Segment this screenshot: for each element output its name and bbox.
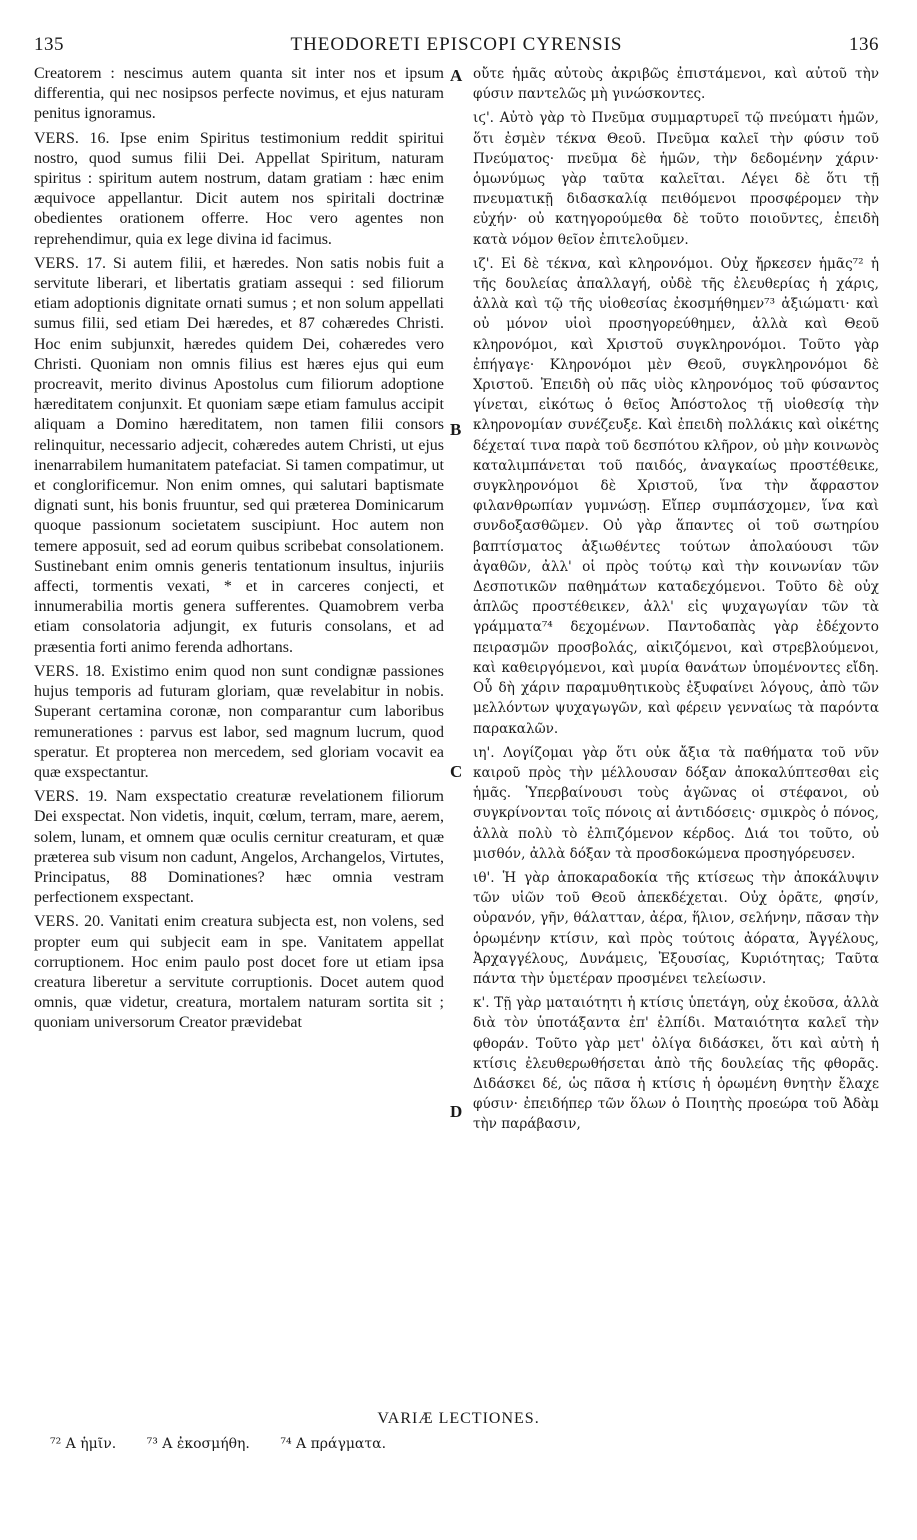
running-title: THEODORETI EPISCOPI CYRENSIS xyxy=(290,34,623,55)
footnotes xyxy=(50,1436,870,1452)
greek-paragraph: ιθ'. Ἡ γὰρ ἀποκαραδοκία τῆς κτίσεως τὴν ἀποκάλυψιν τῶν υἱῶν τοῦ Θεοῦ ἀπεκδέχεται. Οὐχ ὁρᾶτε, φησίν, οὐρανόν, γῆν, θάλατταν, ἀέρα, ἥλιον, σελήνην, πᾶσαν τὴν ὁρωμένην κτίσιν, καὶ πρὸς τούτοις ἀόρατα, Ἀγγέλους, Ἀρχαγγέλους, Δυνάμεις, Ἐξουσίας, Κυριότητας; Ταῦτα πάντα τὴν ὑμετέραν προσμένει τελείωσιν. xyxy=(473,869,879,987)
page-number-right: 136 xyxy=(849,34,879,55)
greek-paragraph: ιϛ'. Αὐτὸ γὰρ τὸ Πνεῦμα συμμαρτυρεῖ τῷ πνεύματι ἡμῶν, ὅτι ἐσμὲν τέκνα Θεοῦ. Πνεῦμα καλεῖ τὴν φύσιν τοῦ Πνεύματος· πνεῦμα δὲ ἡμῶν, τὴν δεδομένην χάριν· ὁμωνύμως γὰρ ταῦτα καλεῖται. Λέγει δὲ ὅτι τῇ πνευματικῇ διδασκαλίᾳ πειθόμενοι προσφέρομεν τὴν εὐχήν· οὐ κατηγορούμεθα δὲ τοῦτο ποιοῦντες, ἐπειδὴ κατὰ νόμον θεῖον ἐπιτελοῦμεν. xyxy=(473,110,879,248)
latin-column xyxy=(34,64,444,1394)
latin-paragraph: VERS. 16. Ipse enim Spiritus testimonium reddit spiritui nostro, quod sumus filii Dei. Appellat Spiritum, naturam spiritus : spiritum autem nostrum, datam gratiam : hæc enim æquivoce appellantur. Dicit autem nos spiritali doctrinæ obedientes orationem offerre. Hoc vero agentes non reprehendimur, quia ex lege divina id facimus. xyxy=(34,129,444,248)
footnote: ⁷⁴ Α πράγματα. xyxy=(280,1436,387,1452)
greek-paragraph: ιζ'. Εἰ δὲ τέκνα, καὶ κληρονόμοι. Οὐχ ἤρκεσεν ἡμᾶς⁷² ἡ τῆς δουλείας ἀπαλλαγή, οὐδὲ τῆς ἐλευθερίας ἡ χάρις, ἀλλὰ καὶ τῷ τῆς υἱοθεσίας ἐκοσμήθημεν⁷³ ἀξιώματι· καὶ οὐ μόνον υἱοὶ προσηγορεύθημεν, ἀλλὰ καὶ Θεοῦ κληρονόμοι, καὶ Χριστοῦ συγκληρονόμοι. Τοῦτο γὰρ ἐπήγαγε· Κληρονόμοι μὲν Θεοῦ, συγκληρονόμοι δὲ Χριστοῦ. Ἐπειδὴ οὐ πᾶς υἱὸς κληρονόμος τοῦ φύσαντος γίνεται, εἰκότως ὁ θεῖος Ἀπόστολος τῇ υἱοθεσίᾳ τὴν κληρονομίαν συνέζευξε. Καὶ ἐπειδὴ πολλάκις καὶ οἰκέτης δέχεταί τινα παρὰ τοῦ δεσπότου κλῆρον, οὐ μὴν κοινωνὸς καταλιμπάνεται τοῦ παιδός, ἀναγκαίως προστέθεικε, συγκληρονόμοι δὲ Χριστοῦ, ἵνα τὴν ἄφραστον φιλανθρωπίαν γυμνώσῃ. Εἴπερ συμπάσχομεν, ἵνα καὶ συνδοξασθῶμεν. Οὐ γὰρ ἅπαντες οἱ τοῦ σωτηρίου βαπτίσματος ἀξιωθέντες τούτων ἀπολαύουσι τῶν ἀγαθῶν, ἀλλ' οἱ πρὸς τούτῳ καὶ τὴν κοινωνίαν τῶν Δεσποτικῶν παθημάτων καταδεχόμενοι. Τοῦτο δὲ οὐχ ἁπλῶς προστέθεικεν, ἀλλ' εἰς ψυχαγωγίαν τῶν τὰ γράμματα⁷⁴ δεχομένων. Παντοδαπὰς γὰρ ἐδέχοντο πειρασμῶν προσβολάς, αἰκιζόμενοι, καὶ στρεβλούμενοι, καὶ καθειργόμενοι, καὶ μυρία θανάτων ὑπομένοντες εἴδη. Οὗ δὴ χάριν παραμυθητικοὺς ἐξυφαίνει λόγους, ἀπὸ τῶν μελλόντων ψυχαγωγῶν, καὶ φέρειν γενναίως τὰ παρόντα παρακαλῶν. xyxy=(473,255,879,737)
variae-lectiones-heading: VARIÆ LECTIONES. xyxy=(377,1410,540,1427)
greek-paragraph: οὔτε ἡμᾶς αὐτοὺς ἀκριβῶς ἐπιστάμενοι, καὶ αὐτοῦ τὴν φύσιν παντελῶς μὴ γινώσκοντες. xyxy=(473,66,879,103)
page-number-left: 135 xyxy=(34,34,64,55)
latin-paragraph: VERS. 17. Si autem filii, et hæredes. Non satis nobis fuit a servitute liberari, et libertatis gratiam assequi : sed filiorum etiam adoptionis dignitate ornati sumus ; et non solum appellati sumus filii, sed etiam Dei hæredes, et 87 cohæredes Christi. Hoc enim subjunxit, hæredes quidem Dei, cohæredes vero Christi. Quoniam non omnis filius est hæres ejus qui eum procreavit, merito divinus Apostolus cum filiorum adoptione hæreditatem conjunxit. Et quoniam sæpe etiam famulus accipit aliquam a Domino hæreditatem, non tamen filii consors relinquitur, necessario adjecit, cohæredes autem Christi, ut ejus inenarrabilem humanitatem patefaciat. Si tamen compatimur, ut et conglorificemur. Non enim omnes, qui salutari baptismate dignati sunt, his bonis fruuntur, sed qui præterea Dominicarum quoque passionum societatem suscipiunt. Hoc autem non temere apposuit, sed ad eorum quibus scribebat consolationem. Sustinebant enim omnis generis tentationum insultus, injuriis affecti, tormentis vexati, * et in carceres conjecti, et innumerabilia mortis genera sufferentes. Quamobrem verba etiam consolatoria adjungit, ex futuris consolans, et ad præsentia forti animo ferenda adhortans. xyxy=(34,254,444,656)
latin-paragraph: Creatorem : nescimus autem quanta sit inter nos et ipsum differentia, qui nec nosipsos perfecte novimus, et ejus naturam penitus ignoramus. xyxy=(34,65,444,123)
greek-paragraph: κ'. Τῇ γὰρ ματαιότητι ἡ κτίσις ὑπετάγη, οὐχ ἑκοῦσα, ἀλλὰ διὰ τὸν ὑποτάξαντα ἐπ' ἐλπίδι. Ματαιότητα καλεῖ τὴν φθοράν. Τοῦτο γὰρ μετ' ὀλίγα διδάσκει, ὅτι καὶ αὐτὴ ἡ κτίσις ἐλευθερωθήσεται ἀπὸ τῆς δουλείας τῆς φθορᾶς. Διδάσκει δέ, ὡς πᾶσα ἡ κτίσις ἡ ὁρωμένη θνητὴν ἔλαχε φύσιν· ἐπειδήπερ τῶν ὅλων ὁ Ποιητὴς προεώρα τοῦ Ἀδὰμ τὴν παράβασιν, xyxy=(473,995,879,1133)
margin-marker-d: D xyxy=(450,1102,463,1121)
margin-marker-c: C xyxy=(450,762,463,781)
greek-column xyxy=(473,64,879,1394)
margin-marker-b: B xyxy=(450,420,462,439)
latin-paragraph: VERS. 20. Vanitati enim creatura subjecta est, non volens, sed propter eum qui subjecit eam in spe. Vanitatem appellat corruptionem. Hoc enim paulo post docet fore ut etiam ipsa creatura liberetur a servitute corruptionis. Docet autem quod omnis, quæ videtur, creatura, mortalem naturam sortita sit ; quoniam universorum Creator prævidebat xyxy=(34,913,444,1032)
greek-paragraph: ιη'. Λογίζομαι γὰρ ὅτι οὐκ ἄξια τὰ παθήματα τοῦ νῦν καιροῦ πρὸς τὴν μέλλουσαν δόξαν ἀποκαλύπτεσθαι εἰς ἡμᾶς. Ὑπερβαίνουσι τοὺς ἀγῶνας οἱ στέφανοι, οὐ συγκρίνονται τοῖς πόνοις αἱ ἀντιδόσεις· σμικρὸς ὁ πόνος, ἀλλὰ πολὺ τὸ ἐλπιζόμενον κέρδος. Διά τοι τοῦτο, οὐ μισθόν, ἀλλὰ δόξαν τὰ προσδοκώμενα προσηγόρευσεν. xyxy=(473,744,879,862)
page-header xyxy=(34,34,879,60)
latin-paragraph: VERS. 18. Existimo enim quod non sunt condignæ passiones hujus temporis ad futuram gloriam, quæ revelabitur in nobis. Superant certamina coronæ, non comparantur cum laboribus remunerationes : parvus est labor, sed magnum lucrum, quod speratur. Et propterea non mercedem, sed gloriam vocavit ea quæ exspectantur. xyxy=(34,662,444,781)
margin-marker-a: A xyxy=(450,66,463,85)
footnote: ⁷³ Α ἐκοσμήθη. xyxy=(146,1436,250,1452)
latin-paragraph: VERS. 19. Nam exspectatio creaturæ revelationem filiorum Dei exspectat. Non videtis, inquit, cœlum, terram, mare, aerem, solem, lunam, et omnem quæ oculis cernitur creaturam, et quæ præterea sub visum non cadunt, Angelos, Archangelos, Virtutes, Principatus, 88 Dominationes? hæc omnia vestram perfectionem exspectant. xyxy=(34,788,444,907)
footnote: ⁷² Α ἡμῖν. xyxy=(50,1436,117,1452)
